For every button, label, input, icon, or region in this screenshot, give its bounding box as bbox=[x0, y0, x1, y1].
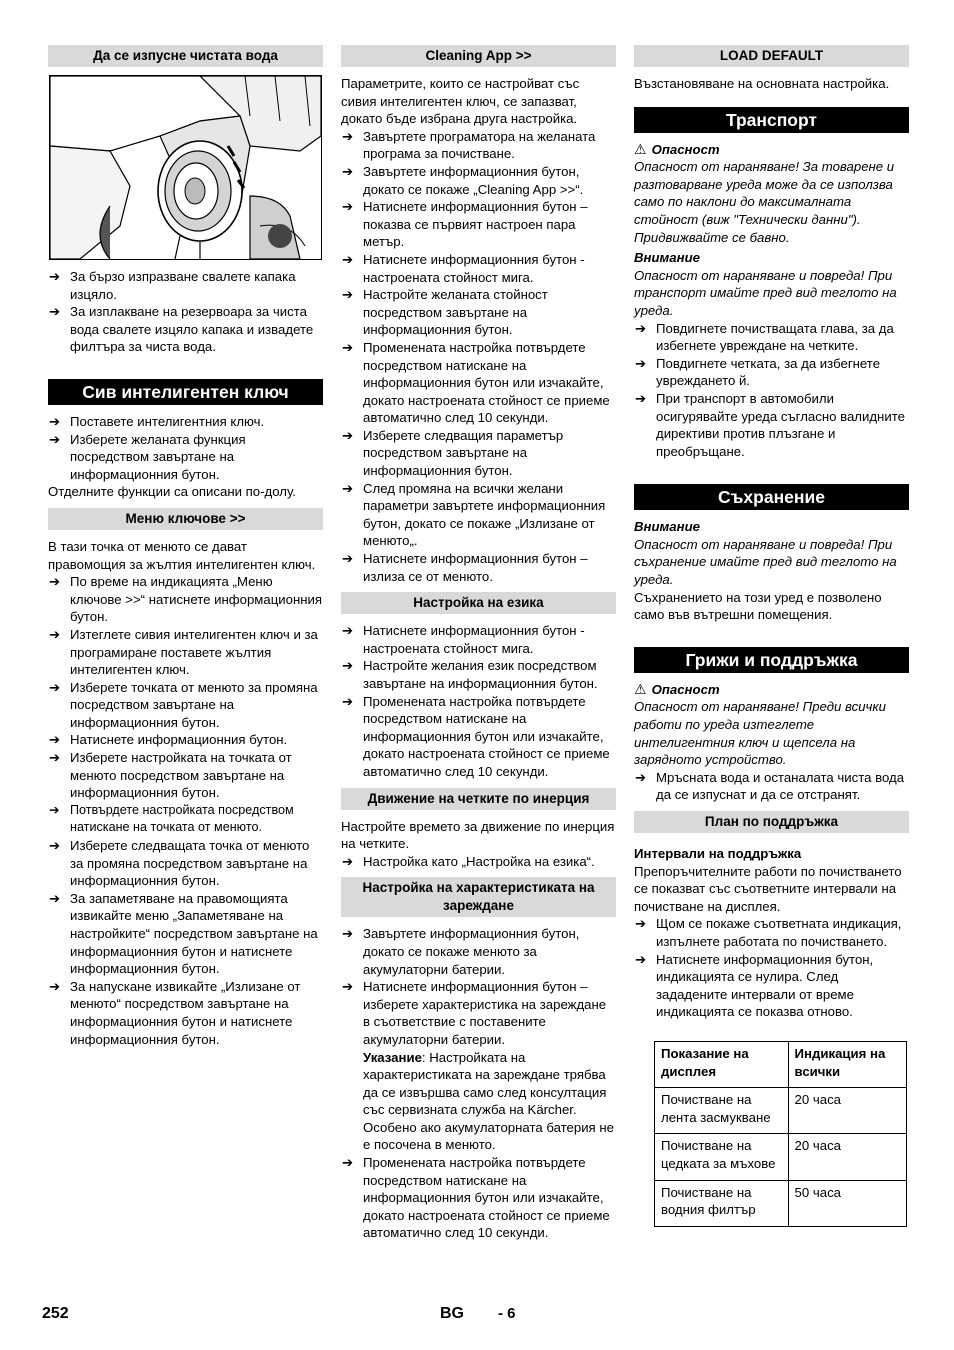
arrow-right-icon: ➔ bbox=[342, 251, 354, 267]
drain-instructions-list bbox=[48, 268, 323, 356]
subheading-maintenance-intervals: Интервали на поддръжка bbox=[634, 846, 802, 861]
arrow-right-icon: ➔ bbox=[49, 574, 61, 590]
arrow-right-icon: ➔ bbox=[635, 355, 647, 371]
caution-text: Опасност от нараняване и повреда! При съхранение имайте пред вид теглото на уреда. bbox=[634, 536, 897, 588]
transport-list bbox=[634, 320, 909, 461]
warning-triangle-icon: ⚠ bbox=[634, 680, 647, 697]
caution-label: Внимание bbox=[634, 519, 700, 535]
list-item: ➔ Изберете точката от менюто за промяна посредством завъртане на информационния бутон. bbox=[49, 679, 318, 730]
list-item: ➔ Завъртете програматора на желаната програма за почистване. bbox=[342, 128, 596, 162]
table-cell: 20 часа bbox=[788, 1134, 906, 1180]
page-sub-number: - 6 bbox=[498, 1305, 516, 1322]
arrow-right-icon: ➔ bbox=[342, 427, 354, 443]
paragraph: Параметрите, които се настройват със сивия интелигентен ключ, се запазват, докато бъде избрана друга настройка. bbox=[341, 76, 580, 127]
arrow-right-icon: ➔ bbox=[342, 926, 354, 942]
section-heading-brush-run-on: Движение на четките по инерция bbox=[341, 788, 616, 810]
arrow-right-icon: ➔ bbox=[49, 732, 61, 748]
paragraph: Препоръчителните работи по почистването се показват със съответните интервали на почистване на дисплея. bbox=[634, 863, 902, 914]
arrow-right-icon: ➔ bbox=[49, 978, 61, 994]
list-item: ➔ Натиснете информационния бутон – изберете характеристика на зареждане в съответствие с поставените акумулаторни батерии. Указание: Настройката на характеристиката на зареждане трябва да се извършва само след консултация със сервизната служба на Kärcher. Особено ако акумулаторната батерия не е посочена в менюто. bbox=[341, 978, 616, 1154]
danger-text: Опасност от нараняване! Преди всички работи по уреда изтеглете интелигентния ключ и щепсела на зарядното устройство. bbox=[634, 699, 886, 768]
note-text: : Настройката на характеристиката на зареждане трябва да се извършва само след консултация със сервизната служба на Kärcher. Особено ако акумулаторната батерия не е посочена в менюто. bbox=[363, 1049, 614, 1153]
arrow-right-icon: ➔ bbox=[342, 658, 354, 674]
list-item: ➔ Повдигнете почистващата глава, за да избегнете увреждане на четките. bbox=[635, 320, 894, 354]
arrow-right-icon: ➔ bbox=[49, 750, 61, 766]
list-item: ➔ Изберете следващия параметър посредством завъртане на информационния бутон. bbox=[342, 427, 564, 479]
charge-characteristic-list bbox=[341, 925, 616, 1242]
arrow-right-icon: ➔ bbox=[342, 979, 354, 995]
section-heading-load-default: LOAD DEFAULT bbox=[634, 45, 909, 67]
list-item: ➔ Натиснете информационния бутон, индикацията се нулира. След зададените интервали от време индикацията се показва отново. bbox=[635, 951, 874, 1020]
list-item: ➔ Завъртете информационния бутон, докато се покаже менюто за акумулаторни батерии. bbox=[342, 926, 580, 977]
list-item: ➔ Изтеглете сивия интелигентен ключ и за програмиране поставете жълтия интелигентен ключ. bbox=[49, 626, 318, 678]
arrow-right-icon: ➔ bbox=[635, 916, 647, 932]
danger-label: ⚠ Опасност bbox=[634, 140, 720, 157]
section-heading-transport: Транспорт bbox=[634, 107, 909, 133]
table-cell: Почистване на лента засмукване bbox=[655, 1088, 789, 1134]
list-item: ➔ Променената настройка потвърдете посредством натискане на информационния бутон или изчакайте, докато настроената стойност се приеме автоматично след 10 секунди. bbox=[342, 339, 610, 426]
list-item: ➔ При транспорт в автомобили осигурявайте уреда съгласно валидните директиви против плъзгане и преобръщане. bbox=[635, 390, 905, 459]
arrow-right-icon: ➔ bbox=[49, 890, 61, 906]
list-item: ➔ За запаметяване на правомощията извикайте меню „Запаметяване на настройките“ посредством завъртане на информационния бутон и натиснете информационния бутон. bbox=[49, 890, 318, 977]
list-item: ➔ След промяна на всички желани параметри завъртете информационния бутон, докато се покаже „Излизане от менюто„. bbox=[342, 480, 606, 549]
table-row bbox=[655, 1180, 907, 1226]
machine-drain-illustration bbox=[49, 75, 322, 260]
arrow-right-icon: ➔ bbox=[49, 838, 61, 854]
arrow-right-icon: ➔ bbox=[342, 199, 354, 215]
arrow-right-icon: ➔ bbox=[635, 769, 647, 785]
table-row bbox=[655, 1088, 907, 1134]
list-item: ➔ Натиснете информационния бутон - настроената стойност мига. bbox=[342, 251, 585, 285]
list-item: ➔ Щом се покаже съответната индикация, изпълнете работата по почистването. bbox=[635, 916, 902, 949]
arrow-right-icon: ➔ bbox=[49, 413, 61, 429]
arrow-right-icon: ➔ bbox=[635, 951, 647, 967]
arrow-right-icon: ➔ bbox=[49, 304, 61, 320]
arrow-right-icon: ➔ bbox=[635, 320, 647, 336]
list-item: ➔ Променената настройка потвърдете посредством натискане на информационния бутон или изчакайте, докато настроената стойност се приеме автоматично след 10 секунди. bbox=[342, 693, 610, 779]
arrow-right-icon: ➔ bbox=[342, 480, 354, 496]
arrow-right-icon: ➔ bbox=[635, 390, 647, 406]
danger-label: ⚠ Опасност bbox=[634, 680, 720, 697]
section-heading-cleaning-app: Cleaning App >> bbox=[341, 45, 616, 67]
paragraph: Възстановяване на основната настройка. bbox=[634, 76, 890, 91]
list-item: ➔ Мръсната вода и останалата чиста вода да се изпуснат и да се отстранят. bbox=[635, 769, 905, 803]
paragraph: В тази точка от менюто се дават правомощия за жълтия интелигентен ключ. bbox=[48, 538, 316, 572]
arrow-right-icon: ➔ bbox=[49, 802, 60, 817]
paragraph: Настройте времето за движение по инерция на четките. bbox=[341, 818, 615, 852]
list-item: ➔ Потвърдете настройката посредством натискане на точката от менюто. bbox=[49, 802, 294, 835]
list-item: ➔ За изплакване на резервоара за чиста вода свалете изцяло капака и извадете филтъра за чиста вода. bbox=[49, 304, 314, 355]
arrow-right-icon: ➔ bbox=[342, 339, 354, 355]
list-item: ➔ Настройте желаната стойност посредством завъртане на информационния бутон. bbox=[342, 287, 548, 338]
cleaning-app-list bbox=[341, 128, 616, 585]
danger-text: Опасност от нараняване! За товарене и разтоварване уреда може да се използва само по наклони до максималната стойност (виж "Технически данни"). Придвижвайте се бавно. bbox=[634, 159, 895, 245]
section-heading-drain-fresh-water: Да се изпусне чистата вода bbox=[48, 45, 323, 67]
arrow-right-icon: ➔ bbox=[342, 693, 354, 709]
section-heading-key-menu: Меню ключове >> bbox=[48, 508, 323, 530]
care-list bbox=[634, 769, 909, 804]
maintenance-list bbox=[634, 915, 909, 1021]
section-heading-grey-smart-key: Сив интелигентен ключ bbox=[48, 379, 323, 405]
page-number: 252 bbox=[42, 1305, 69, 1322]
table-header-cell: Индикация на всички bbox=[788, 1041, 906, 1087]
table-cell: Почистване на цедката за мъхове bbox=[655, 1134, 789, 1180]
table-header-row bbox=[655, 1041, 907, 1087]
table-row bbox=[655, 1134, 907, 1180]
list-item: ➔ Изберете желаната функция посредством завъртане на информационния бутон. bbox=[49, 431, 246, 482]
table-cell: 50 часа bbox=[788, 1180, 906, 1226]
table-header-cell: Показание на дисплея bbox=[655, 1041, 789, 1087]
arrow-right-icon: ➔ bbox=[342, 128, 354, 144]
list-item: ➔ Завъртете информационния бутон, докато се покаже „Cleaning App >>“. bbox=[342, 163, 584, 197]
caution-text: Опасност от нараняване и повреда! При транспорт имайте пред вид теглото на уреда. bbox=[634, 267, 897, 318]
section-heading-charge-characteristic: Настройка на характеристиката на зареждане bbox=[341, 877, 616, 917]
arrow-right-icon: ➔ bbox=[49, 431, 61, 447]
arrow-right-icon: ➔ bbox=[49, 626, 61, 642]
arrow-right-icon: ➔ bbox=[342, 287, 354, 303]
list-item: ➔ За напускане извикайте „Излизане от менюто“ посредством завъртане на информационния бутон и натиснете информационния бутон. bbox=[49, 978, 301, 1047]
language-list bbox=[341, 622, 616, 780]
column-left bbox=[48, 45, 323, 1048]
section-heading-storage: Съхранение bbox=[634, 484, 909, 510]
note-label: Указание bbox=[363, 1049, 422, 1065]
column-middle bbox=[341, 45, 616, 1242]
arrow-right-icon: ➔ bbox=[342, 623, 354, 639]
list-item: ➔ Натиснете информационния бутон. bbox=[49, 732, 288, 748]
key-menu-list bbox=[48, 573, 323, 1048]
list-item: ➔ Променената настройка потвърдете посредством натискане на информационния бутон или изчакайте, докато настроената стойност се приеме автоматично след 10 секунди. bbox=[342, 1155, 610, 1241]
list-item: ➔ Натиснете информационния бутон – показва се първият настроен пара метър. bbox=[342, 199, 588, 250]
column-right bbox=[634, 45, 909, 1227]
arrow-right-icon: ➔ bbox=[49, 269, 61, 284]
list-item: ➔ За бързо изпразване свалете капака изцяло. bbox=[49, 269, 296, 302]
list-item: ➔ Изберете следващата точка от менюто за промяна посредством завъртане на информационния бутон. bbox=[49, 838, 310, 889]
section-heading-language: Настройка на езика bbox=[341, 592, 616, 614]
caution-label: Внимание bbox=[634, 250, 700, 266]
list-item: ➔ Изберете настройката на точката от менюто посредством завъртане на информационния бутон. bbox=[49, 750, 292, 801]
list-item: ➔ Поставете интелигентния ключ. bbox=[49, 413, 265, 429]
warning-triangle-icon: ⚠ bbox=[634, 140, 647, 157]
list-item: ➔ Настройка като „Настройка на езика“. bbox=[342, 853, 595, 869]
list-item: ➔ Повдигнете четката, за да избегнете увреждането й. bbox=[635, 355, 881, 389]
section-heading-care-maintenance: Грижи и поддръжка bbox=[634, 647, 909, 673]
arrow-right-icon: ➔ bbox=[49, 679, 61, 695]
arrow-right-icon: ➔ bbox=[342, 551, 354, 567]
list-item: ➔ Натиснете информационния бутон - настроената стойност мига. bbox=[342, 623, 585, 656]
list-item: ➔ По време на индикацията „Меню ключове >>“ натиснете информационния бутон. bbox=[49, 574, 323, 625]
table-cell: Почистване на водния филтър bbox=[655, 1180, 789, 1226]
section-heading-maintenance-plan: План по поддръжка bbox=[634, 811, 909, 833]
table-cell: 20 часа bbox=[788, 1088, 906, 1134]
arrow-right-icon: ➔ bbox=[342, 1155, 354, 1171]
arrow-right-icon: ➔ bbox=[342, 163, 354, 179]
list-item: ➔ Натиснете информационния бутон – излиза се от менюто. bbox=[342, 551, 588, 584]
paragraph: Съхранението на този уред е позволено само във вътрешни помещения. bbox=[634, 589, 882, 623]
smart-key-list bbox=[48, 413, 323, 483]
brush-run-on-list bbox=[341, 853, 616, 871]
list-item: ➔ Настройте желания език посредством завъртане на информационния бутон. bbox=[342, 658, 598, 691]
paragraph: Отделните функции са описани по-долу. bbox=[48, 484, 296, 500]
note bbox=[363, 1049, 616, 1155]
maintenance-table bbox=[654, 1041, 907, 1227]
language-code: BG bbox=[440, 1305, 464, 1322]
arrow-right-icon: ➔ bbox=[342, 853, 354, 869]
